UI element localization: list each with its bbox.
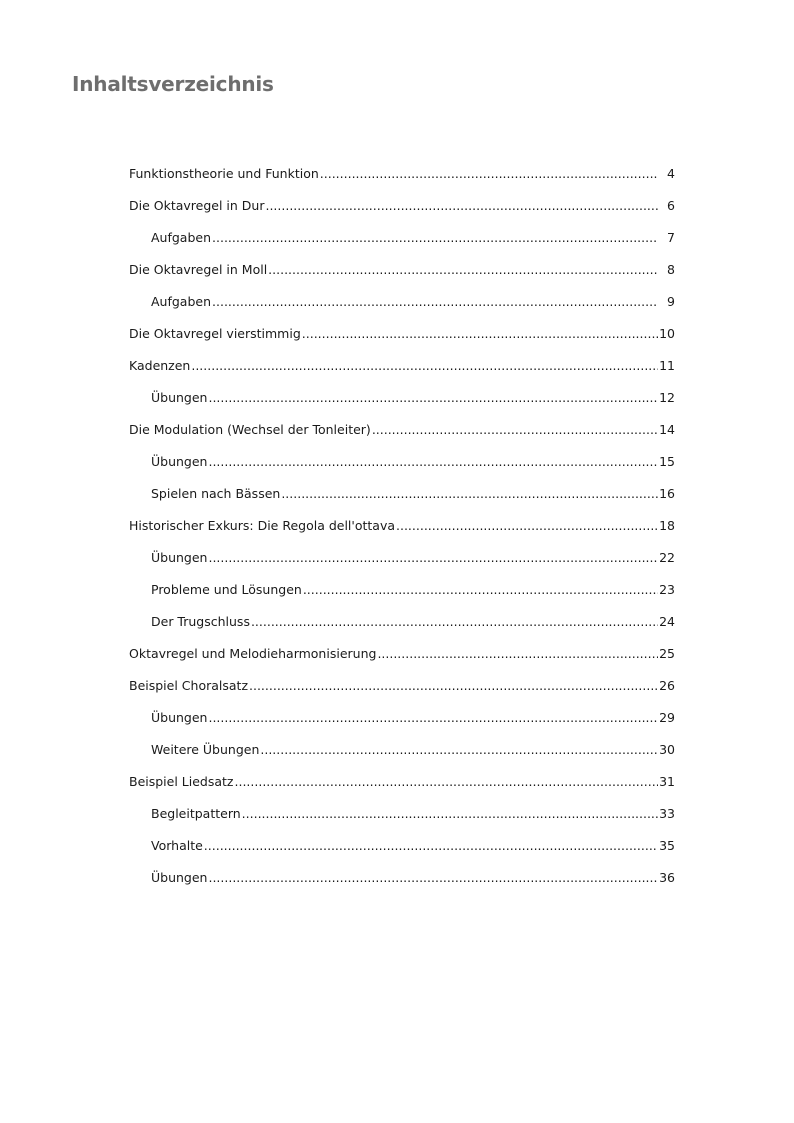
toc-dot-leader <box>302 318 658 350</box>
toc-entry-label: Probleme und Lösungen <box>151 582 302 597</box>
toc-entry-page-number: 7 <box>667 230 675 245</box>
toc-dot-leader <box>265 190 658 222</box>
toc-dot-leader <box>396 510 658 542</box>
toc-subentry[interactable] <box>129 702 675 734</box>
toc-entry-label: Die Oktavregel vierstimmig <box>129 326 301 341</box>
toc-entry-page-number: 35 <box>659 838 675 853</box>
toc-entry[interactable] <box>129 766 675 798</box>
toc-entry-label: Funktionstheorie und Funktion <box>129 166 319 181</box>
toc-dot-leader <box>249 670 658 702</box>
toc-dot-leader <box>208 542 658 574</box>
toc-dot-leader <box>208 702 658 734</box>
toc-entry-label: Weitere Übungen <box>151 742 260 757</box>
toc-entry-label: Die Oktavregel in Dur <box>129 198 265 213</box>
toc-entry-label: Kadenzen <box>129 358 191 373</box>
toc-subentry[interactable] <box>129 862 675 894</box>
toc-entry-page-number: 11 <box>659 358 675 373</box>
toc-dot-leader <box>191 350 658 382</box>
toc-dot-leader <box>372 414 658 446</box>
toc-subentry[interactable] <box>129 830 675 862</box>
toc-entry-page-number: 30 <box>659 742 675 757</box>
toc-entry-label: Aufgaben <box>151 294 212 309</box>
toc-entry-label: Übungen <box>151 550 208 565</box>
toc-entry-page-number: 16 <box>659 486 675 501</box>
toc-dot-leader <box>208 382 658 414</box>
toc-entry-label: Begleitpattern <box>151 806 241 821</box>
toc-subentry[interactable] <box>129 606 675 638</box>
toc-entry-label: Historischer Exkurs: Die Regola dell'ottava <box>129 518 396 533</box>
toc-dot-leader <box>260 734 658 766</box>
toc-subentry[interactable] <box>129 382 675 414</box>
toc-entry-label: Übungen <box>151 870 208 885</box>
toc-dot-leader <box>212 286 658 318</box>
toc-entry-label: Beispiel Choralsatz <box>129 678 249 693</box>
toc-entry-page-number: 24 <box>659 614 675 629</box>
toc-entry[interactable] <box>129 318 675 350</box>
toc-entry[interactable] <box>129 190 675 222</box>
toc-entry-page-number: 31 <box>659 774 675 789</box>
toc-entry-page-number: 10 <box>659 326 675 341</box>
toc-entry[interactable] <box>129 638 675 670</box>
toc-dot-leader <box>268 254 658 286</box>
table-of-contents <box>129 158 675 894</box>
toc-entry-page-number: 4 <box>667 166 675 181</box>
toc-entry[interactable] <box>129 670 675 702</box>
toc-dot-leader <box>204 830 658 862</box>
toc-entry-label: Spielen nach Bässen <box>151 486 281 501</box>
toc-entry[interactable] <box>129 254 675 286</box>
toc-dot-leader <box>377 638 658 670</box>
toc-subentry[interactable] <box>129 542 675 574</box>
toc-entry-page-number: 33 <box>659 806 675 821</box>
toc-entry-page-number: 6 <box>667 198 675 213</box>
toc-entry-page-number: 14 <box>659 422 675 437</box>
toc-dot-leader <box>303 574 658 606</box>
toc-entry-page-number: 15 <box>659 454 675 469</box>
toc-subentry[interactable] <box>129 478 675 510</box>
toc-entry-label: Vorhalte <box>151 838 203 853</box>
toc-subentry[interactable] <box>129 798 675 830</box>
toc-dot-leader <box>212 222 658 254</box>
toc-entry-label: Übungen <box>151 710 208 725</box>
toc-entry-label: Beispiel Liedsatz <box>129 774 234 789</box>
toc-entry-page-number: 25 <box>659 646 675 661</box>
toc-entry[interactable] <box>129 350 675 382</box>
toc-entry-page-number: 23 <box>659 582 675 597</box>
toc-entry-label: Der Trugschluss <box>151 614 250 629</box>
toc-dot-leader <box>235 766 659 798</box>
page-title: Inhaltsverzeichnis <box>72 72 274 96</box>
toc-entry[interactable] <box>129 510 675 542</box>
toc-entry-label: Aufgaben <box>151 230 212 245</box>
toc-entry-page-number: 8 <box>667 262 675 277</box>
toc-entry-page-number: 29 <box>659 710 675 725</box>
toc-entry-label: Übungen <box>151 454 208 469</box>
toc-subentry[interactable] <box>129 734 675 766</box>
toc-dot-leader <box>281 478 658 510</box>
toc-entry[interactable] <box>129 158 675 190</box>
toc-entry-page-number: 18 <box>659 518 675 533</box>
toc-entry-page-number: 26 <box>659 678 675 693</box>
toc-dot-leader <box>208 862 658 894</box>
toc-entry-label: Die Modulation (Wechsel der Tonleiter) <box>129 422 371 437</box>
toc-dot-leader <box>208 446 658 478</box>
toc-entry-label: Oktavregel und Melodieharmonisierung <box>129 646 377 661</box>
toc-subentry[interactable] <box>129 446 675 478</box>
toc-entry-page-number: 12 <box>659 390 675 405</box>
toc-entry-page-number: 22 <box>659 550 675 565</box>
toc-dot-leader <box>242 798 658 830</box>
toc-entry-page-number: 36 <box>659 870 675 885</box>
toc-dot-leader <box>251 606 658 638</box>
toc-subentry[interactable] <box>129 574 675 606</box>
toc-dot-leader <box>320 158 658 190</box>
toc-entry-page-number: 9 <box>667 294 675 309</box>
toc-subentry[interactable] <box>129 222 675 254</box>
toc-entry-label: Übungen <box>151 390 208 405</box>
toc-entry-label: Die Oktavregel in Moll <box>129 262 268 277</box>
toc-entry[interactable] <box>129 414 675 446</box>
toc-subentry[interactable] <box>129 286 675 318</box>
